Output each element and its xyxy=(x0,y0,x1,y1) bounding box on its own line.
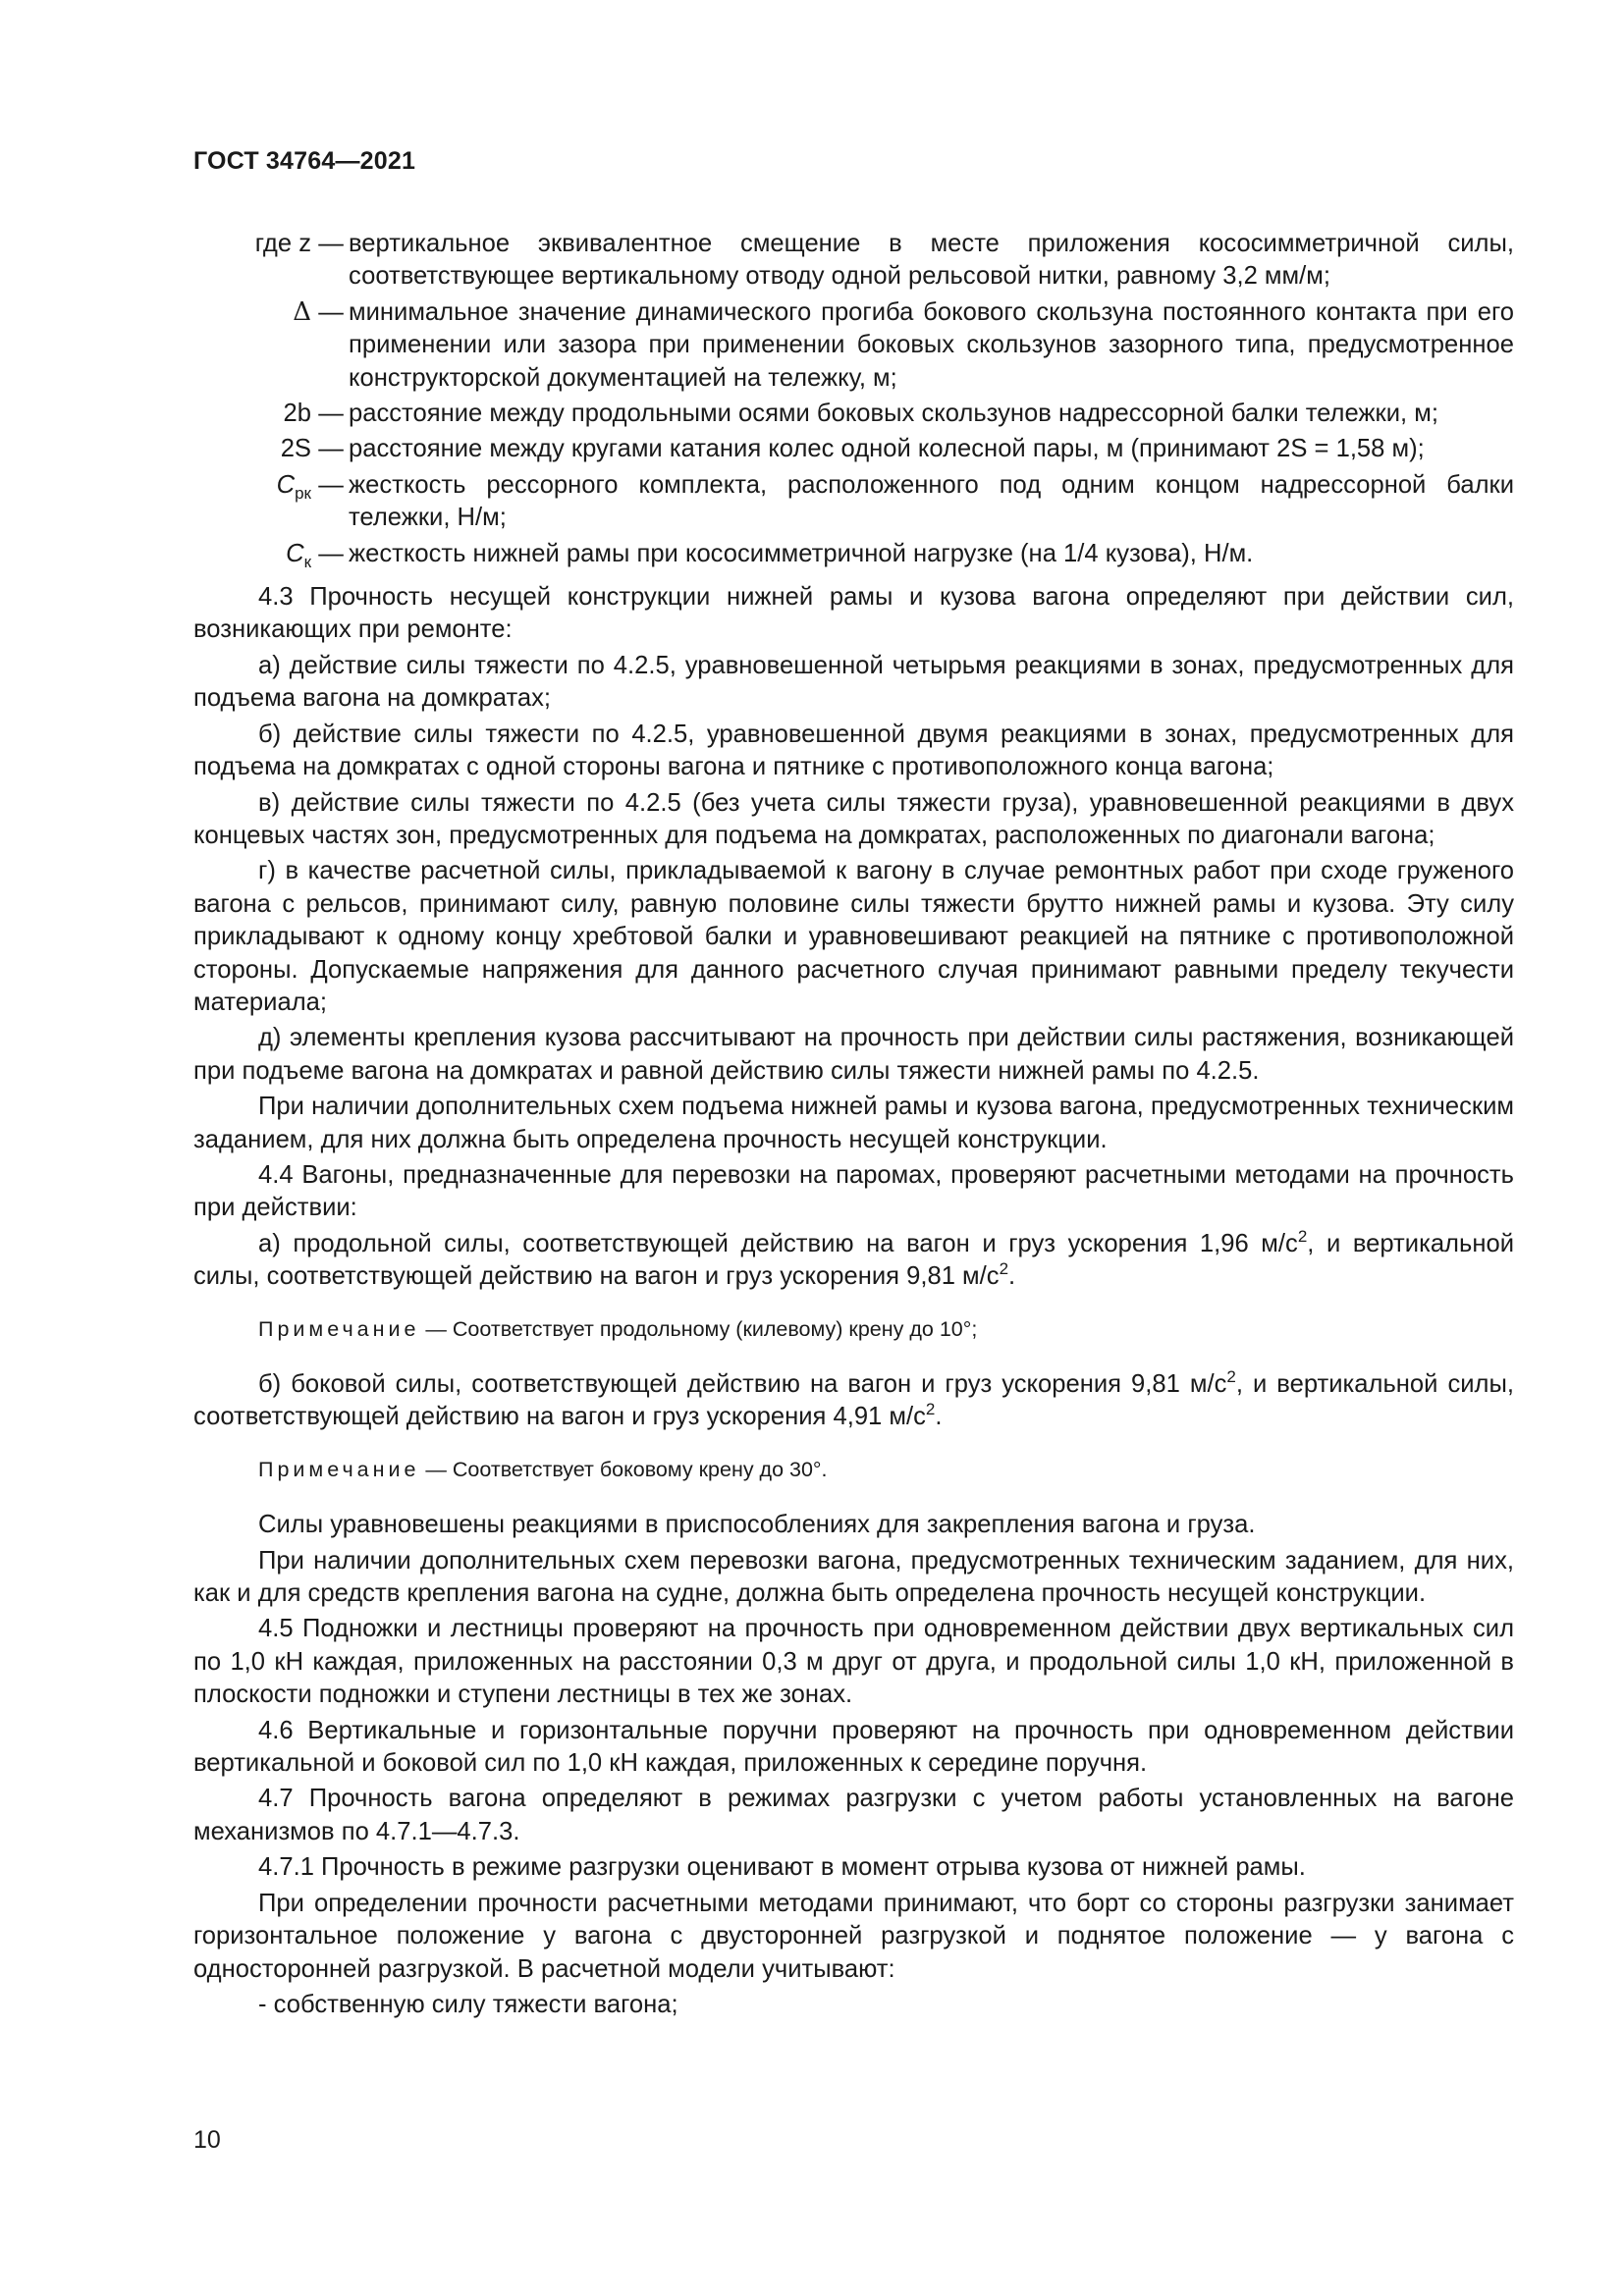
text-run: , и вертикальной силы, соответствующей действию на вагон и груз ускорения 4,91 м/с xyxy=(193,1370,1514,1431)
definition-dash: — xyxy=(318,400,344,428)
definition-text: расстояние между продольными осями боковых скользунов надрессорной балки тележки, м; xyxy=(349,400,1438,428)
definition-text: минимальное значение динамического прогиба бокового скользуна постоянного контакта при его применении или зазора при применении боковых скользунов зазорного типа, предусмотренное конструкторской документацией на тележку, м; xyxy=(349,297,1514,392)
note-2 xyxy=(193,1454,1514,1486)
definition-symbol: 2S xyxy=(280,435,311,463)
superscript: 2 xyxy=(1226,1367,1236,1386)
paragraph-4-4-balance: Силы уравновешены реакциями в приспособлениях для закрепления вагона и груза. xyxy=(258,1511,1256,1539)
definition-c-rk xyxy=(193,469,1514,535)
definition-text: вертикальное эквивалентное смещение в месте приложения кососимметричной силы, соответствующее вертикальному отводу одной рельсовой нитки, равному 3,2 мм/м; xyxy=(349,230,1514,291)
definition-symbol xyxy=(193,469,311,509)
list-item: - собственную силу тяжести вагона; xyxy=(258,1990,678,2018)
definition-delta xyxy=(193,296,1514,395)
definition-dash: — xyxy=(318,435,344,463)
paragraph-4-3: 4.3 Прочность несущей конструкции нижней рамы и кузова вагона определяют при действии сил, возникающих при ремонте: xyxy=(193,583,1514,644)
paragraph-4-7-1: 4.7.1 Прочность в режиме разгрузки оценивают в момент отрыва кузова от нижней рамы. xyxy=(258,1853,1306,1882)
paragraph-4-4: 4.4 Вагоны, предназначенные для перевозки на паромах, проверяют расчетными методами на прочность при действии: xyxy=(193,1160,1514,1222)
page-number: 10 xyxy=(193,2126,221,2154)
definition-dash: — xyxy=(318,470,344,499)
definition-text: расстояние между кругами катания колес одной колесной пары, м (принимают 2S = 1,58 м); xyxy=(349,435,1425,463)
definition-symbol: где z xyxy=(254,230,311,257)
paragraph-4-4-extra: При наличии дополнительных схем перевозки вагона, предусмотренных техническим заданием, для них, как и для средств крепления вагона на судне, должна быть определена прочность несущей конструкции. xyxy=(193,1546,1514,1608)
text-run: . xyxy=(1008,1262,1016,1291)
definition-c-k xyxy=(193,538,1514,578)
note-text: — Соответствует боковому крену до 30°. xyxy=(419,1457,828,1481)
note-label: Примечание xyxy=(258,1316,420,1341)
text-run: . xyxy=(935,1403,943,1431)
paragraph-4-7: 4.7 Прочность вагона определяют в режимах разгрузки с учетом работы установленных на вагоне механизмов по 4.7.1—4.7.3. xyxy=(193,1785,1514,1845)
paragraph-4-4-b xyxy=(193,1368,1514,1434)
paragraph-4-3-v: в) действие силы тяжести по 4.2.5 (без учета силы тяжести груза), уравновешенной реакциями в двух концевых частях зон, предусмотренных для подъема на домкратах, расположенных по диагонали вагона; xyxy=(193,788,1514,849)
text-run: а) продольной силы, соответствующей действию на вагон и груз ускорения 1,96 м/с xyxy=(258,1229,1298,1257)
symbol-subscript: рк xyxy=(295,483,311,503)
superscript: 2 xyxy=(999,1259,1009,1279)
definition-symbol: 2b xyxy=(283,400,311,428)
paragraph-4-6: 4.6 Вертикальные и горизонтальные поручни проверяют на прочность при одновременном действии вертикальной и боковой сил по 1,0 кН каждая, приложенных к середине поручня. xyxy=(193,1716,1514,1778)
definition-text: жесткость рессорного комплекта, расположенного под одним концом надрессорной балки тележки, Н/м; xyxy=(349,470,1514,532)
paragraph-4-3-d: д) элементы крепления кузова рассчитывают на прочность при действии силы растяжения, возникающей при подъеме вагона на домкратах и равной действию силы тяжести нижней рамы по 4.2.5. xyxy=(193,1024,1514,1085)
paragraph-4-7-1-b: При определении прочности расчетными методами принимают, что борт со стороны разгрузки занимает горизонтальное положение у вагона с двусторонней разгрузкой и поднятое положение — у вагона с односторонней разгрузкой. В расчетной модели учитывают: xyxy=(193,1889,1514,1983)
page-content xyxy=(193,228,1514,2024)
definition-2b xyxy=(193,398,1514,430)
note-text: — Соответствует продольному (килевому) крену до 10°; xyxy=(419,1316,978,1341)
note-1 xyxy=(193,1313,1514,1346)
symbol-base: C xyxy=(286,539,304,567)
paragraph-4-3-extra: При наличии дополнительных схем подъема нижней рамы и кузова вагона, предусмотренных техническим заданием, для них должна быть определена прочность несущей конструкции. xyxy=(193,1093,1514,1153)
symbol-base: C xyxy=(276,470,296,499)
symbol-subscript: к xyxy=(303,552,311,571)
paragraph-4-3-g: г) в качестве расчетной силы, прикладываемой к вагону в случае ремонтных работ при сходе груженого вагона с рельсов, принимают силу, равную половине силы тяжести брутто нижней рамы и кузова. Эту силу прикладывают к одному концу хребтовой балки и уравновешивают реакцией на пятнике с противоположной стороны. Допускаемые напряжения для данного расчетного случая принимают равными пределу текучести материала; xyxy=(193,857,1514,1016)
definition-dash: — xyxy=(318,230,344,257)
paragraph-4-3-a: а) действие силы тяжести по 4.2.5, уравновешенной четырьмя реакциями в зонах, предусмотренных для подъема вагона на домкратах; xyxy=(193,651,1514,713)
document-header: ГОСТ 34764—2021 xyxy=(193,147,416,175)
definition-dash: — xyxy=(318,539,344,567)
superscript: 2 xyxy=(1297,1226,1308,1246)
note-label: Примечание xyxy=(258,1457,420,1481)
paragraph-4-4-a xyxy=(193,1228,1514,1294)
symbol-definitions xyxy=(193,228,1514,578)
definition-dash: — xyxy=(318,297,344,326)
definition-text: жесткость нижней рамы при кососимметричной нагрузке (на 1/4 кузова), Н/м. xyxy=(349,539,1254,567)
definition-2s xyxy=(193,433,1514,465)
superscript: 2 xyxy=(925,1400,936,1419)
text-run: б) боковой силы, соответствующей действию на вагон и груз ускорения 9,81 м/с xyxy=(258,1370,1227,1398)
text-run: , и вертикальной силы, соответствующей действию на вагон и груз ускорения 9,81 м/с xyxy=(193,1229,1514,1291)
paragraph-4-5: 4.5 Подножки и лестницы проверяют на прочность при одновременном действии двух вертикальных сил по 1,0 кН каждая, приложенных на расстоянии 0,3 м друг от друга, и продольной силы 1,0 кН, приложенной в плоскости подножки и ступени лестницы в тех же зонах. xyxy=(193,1615,1514,1709)
definition-z xyxy=(193,228,1514,294)
definition-symbol: Δ xyxy=(293,296,311,327)
definition-symbol xyxy=(193,538,311,578)
paragraph-4-3-b: б) действие силы тяжести по 4.2.5, уравновешенной двумя реакциями в зонах, предусмотренных для подъема на домкратах с одной стороны вагона и пятнике с противоположного конца вагона; xyxy=(193,720,1514,781)
